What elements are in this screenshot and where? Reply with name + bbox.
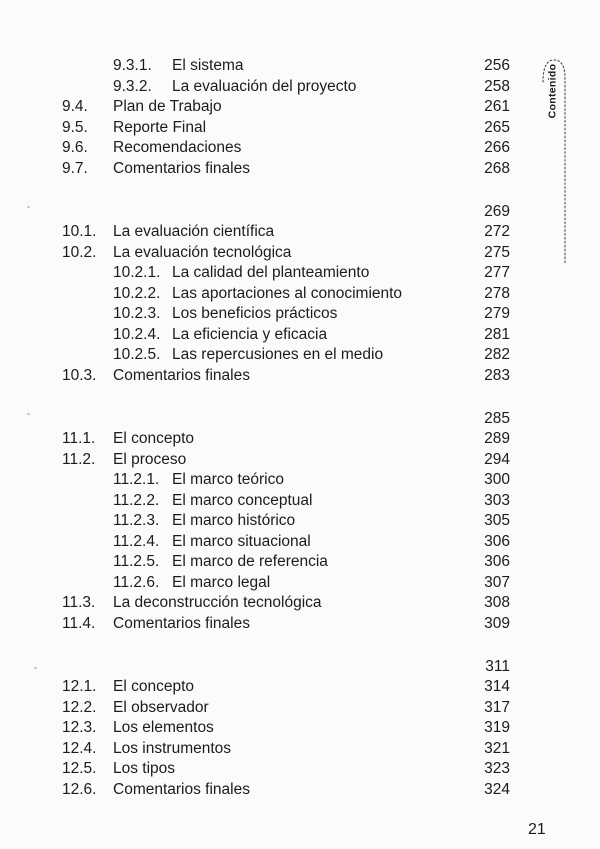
toc-entry-page: 281: [484, 325, 510, 343]
toc-entry-page: 324: [484, 780, 510, 798]
toc-entry-page: 279: [484, 305, 510, 322]
toc-entry-page: 278: [484, 284, 510, 302]
toc-entry-title: Recomendaciones: [113, 139, 242, 156]
toc-row: [62, 780, 510, 801]
toc-entry-title: El concepto: [113, 678, 194, 695]
toc-entry-number: 9.3.2.: [113, 77, 152, 95]
page-number: 21: [528, 821, 546, 838]
toc-entry-page: 266: [484, 139, 510, 156]
toc-entry-title: Los instrumentos: [113, 739, 232, 757]
toc-row: [62, 532, 510, 553]
toc-row: [62, 138, 510, 159]
toc-row: [62, 718, 510, 739]
toc-row: [62, 159, 510, 180]
toc-section: [62, 202, 510, 387]
toc-entry-page: 306: [484, 553, 510, 570]
toc-entry-title: La eficiencia y eficacia: [172, 325, 328, 343]
toc-entry-title: Las aportaciones al conocimiento: [172, 284, 403, 302]
toc-entry-page: 258: [484, 77, 510, 95]
toc-list: [62, 56, 510, 800]
toc-row: [62, 97, 510, 118]
toc-entry-page: 323: [484, 760, 510, 777]
toc-row: [62, 450, 510, 471]
toc-entry-page: 261: [484, 98, 510, 115]
toc-entry-title: La evaluación del proyecto: [172, 77, 357, 95]
toc-entry-number: 12.3.: [62, 719, 97, 736]
toc-entry-number: 11.2.2.: [113, 491, 160, 509]
toc-entry-title: Las repercusiones en el medio: [172, 346, 384, 363]
toc-entry-title: Comentarios finales: [113, 780, 250, 798]
toc-row: [62, 739, 510, 760]
toc-section: [62, 657, 510, 801]
toc-entry-title: El proceso: [113, 450, 187, 468]
toc-row: [62, 657, 510, 678]
toc-entry-page: 319: [484, 719, 510, 736]
toc-entry-page: 309: [484, 614, 510, 632]
toc-entry-page: 317: [484, 698, 510, 716]
toc-entry-title: El marco situacional: [172, 532, 311, 550]
toc-entry-page: 305: [484, 512, 510, 529]
toc-entry-title: Comentarios finales: [113, 366, 250, 384]
toc-row: [62, 304, 510, 325]
toc-entry-number: 12.6.: [62, 780, 97, 798]
toc-row: [62, 409, 510, 430]
toc-row: [62, 677, 510, 698]
toc-row: [62, 345, 510, 366]
toc-entry-number: 11.2.5.: [113, 553, 160, 570]
toc-row: [62, 243, 510, 264]
toc-entry-page: 303: [484, 491, 510, 509]
toc-row: [62, 614, 510, 635]
scan-speck: [27, 413, 30, 415]
toc-entry-page: 300: [484, 471, 510, 488]
scan-speck: [27, 206, 30, 208]
toc-entry-page: 306: [484, 532, 510, 550]
toc-row: [62, 202, 510, 223]
toc-entry-page: 277: [484, 264, 510, 281]
toc-entry-title: Plan de Trabajo: [113, 98, 222, 115]
toc-entry-title: El marco legal: [172, 573, 271, 591]
toc-entry-title: El marco histórico: [172, 512, 296, 529]
toc-row: [62, 470, 510, 491]
toc-entry-title: El observador: [113, 698, 209, 716]
toc-entry-title: La evaluación científica: [113, 223, 275, 240]
toc-entry-page: 275: [484, 243, 510, 261]
toc-entry-title: Reporte Final: [113, 118, 207, 136]
contenido-tab-label: Contenido: [546, 63, 559, 119]
toc-entry-title: El marco teórico: [172, 471, 284, 488]
toc-entry-title: El concepto: [113, 430, 194, 447]
toc-entry-number: 12.4.: [62, 739, 97, 757]
toc-row: [62, 366, 510, 387]
toc-entry-title: Los tipos: [113, 760, 176, 777]
toc-entry-number: 12.5.: [62, 760, 97, 777]
toc-entry-number: 9.4.: [62, 98, 88, 115]
toc-row: [62, 698, 510, 719]
toc-entry-number: 9.6.: [62, 139, 88, 156]
toc-entry-number: 10.3.: [62, 366, 97, 384]
toc-entry-page: 314: [484, 678, 510, 695]
toc-entry-number: 12.1.: [62, 678, 97, 695]
toc-entry-number: 11.1.: [62, 430, 96, 447]
toc-entry-title: La calidad del planteamiento: [172, 264, 370, 281]
toc-entry-number: 9.3.1.: [113, 57, 152, 74]
toc-entry-page: 269: [484, 202, 510, 220]
toc-entry-page: 265: [484, 118, 510, 136]
toc-entry-number: 11.2.4.: [113, 532, 160, 550]
toc-entry-number: 11.2.3.: [113, 512, 160, 529]
toc-entry-page: 321: [484, 739, 510, 757]
toc-entry-number: 10.2.1.: [113, 264, 161, 281]
toc-row: [62, 222, 510, 243]
toc-entry-title: La deconstrucción tecnológica: [113, 594, 322, 611]
toc-row: [62, 325, 510, 346]
toc-row: [62, 118, 510, 139]
toc-entry-number: 10.2.: [62, 243, 97, 261]
toc-row: [62, 573, 510, 594]
toc-entry-title: Los elementos: [113, 719, 214, 736]
toc-entry-title: El marco conceptual: [172, 491, 313, 509]
toc-row: [62, 56, 510, 77]
toc-entry-page: 268: [484, 159, 510, 177]
toc-entry-page: 308: [484, 594, 510, 611]
toc-row: [62, 77, 510, 98]
toc-entry-page: 282: [484, 346, 510, 363]
scan-speck: [34, 667, 37, 669]
toc-entry-title: El sistema: [172, 57, 244, 74]
toc-entry-number: 9.7.: [62, 159, 88, 177]
toc-entry-page: 307: [484, 573, 510, 591]
toc-entry-title: El marco de referencia: [172, 553, 328, 570]
toc-entry-number: 11.3.: [62, 594, 96, 611]
toc-entry-number: 10.2.3.: [113, 305, 161, 322]
toc-entry-page: 289: [484, 430, 510, 447]
toc-row: [62, 593, 510, 614]
toc-row: [62, 263, 510, 284]
toc-row: [62, 552, 510, 573]
toc-row: [62, 284, 510, 305]
toc-entry-number: 11.2.: [62, 450, 96, 468]
toc-entry-number: 11.2.1.: [113, 471, 160, 488]
toc-row: [62, 511, 510, 532]
toc-entry-number: 11.4.: [62, 614, 96, 632]
toc-entry-number: 11.2.6.: [113, 573, 160, 591]
toc-entry-title: Comentarios finales: [113, 614, 250, 632]
toc-entry-page: 256: [484, 57, 510, 74]
toc-entry-page: 294: [484, 450, 510, 468]
toc-entry-title: Los beneficios prácticos: [172, 305, 338, 322]
toc-section: [62, 409, 510, 635]
toc-entry-page: 311: [485, 657, 510, 675]
toc-row: [62, 491, 510, 512]
toc-entry-number: 12.2.: [62, 698, 97, 716]
toc-entry-title: La evaluación tecnológica: [113, 243, 292, 261]
toc-entry-number: 9.5.: [62, 118, 88, 136]
toc-entry-number: 10.1.: [62, 223, 97, 240]
toc-section: [62, 56, 510, 179]
toc-entry-number: 10.2.5.: [113, 346, 161, 363]
toc-row: [62, 759, 510, 780]
toc-entry-number: 10.2.2.: [113, 284, 161, 302]
toc-entry-number: 10.2.4.: [113, 325, 161, 343]
toc-entry-page: 272: [484, 223, 510, 240]
toc-entry-page: 283: [484, 366, 510, 384]
toc-row: [62, 429, 510, 450]
toc-entry-page: 285: [484, 409, 510, 427]
toc-entry-title: Comentarios finales: [113, 159, 250, 177]
